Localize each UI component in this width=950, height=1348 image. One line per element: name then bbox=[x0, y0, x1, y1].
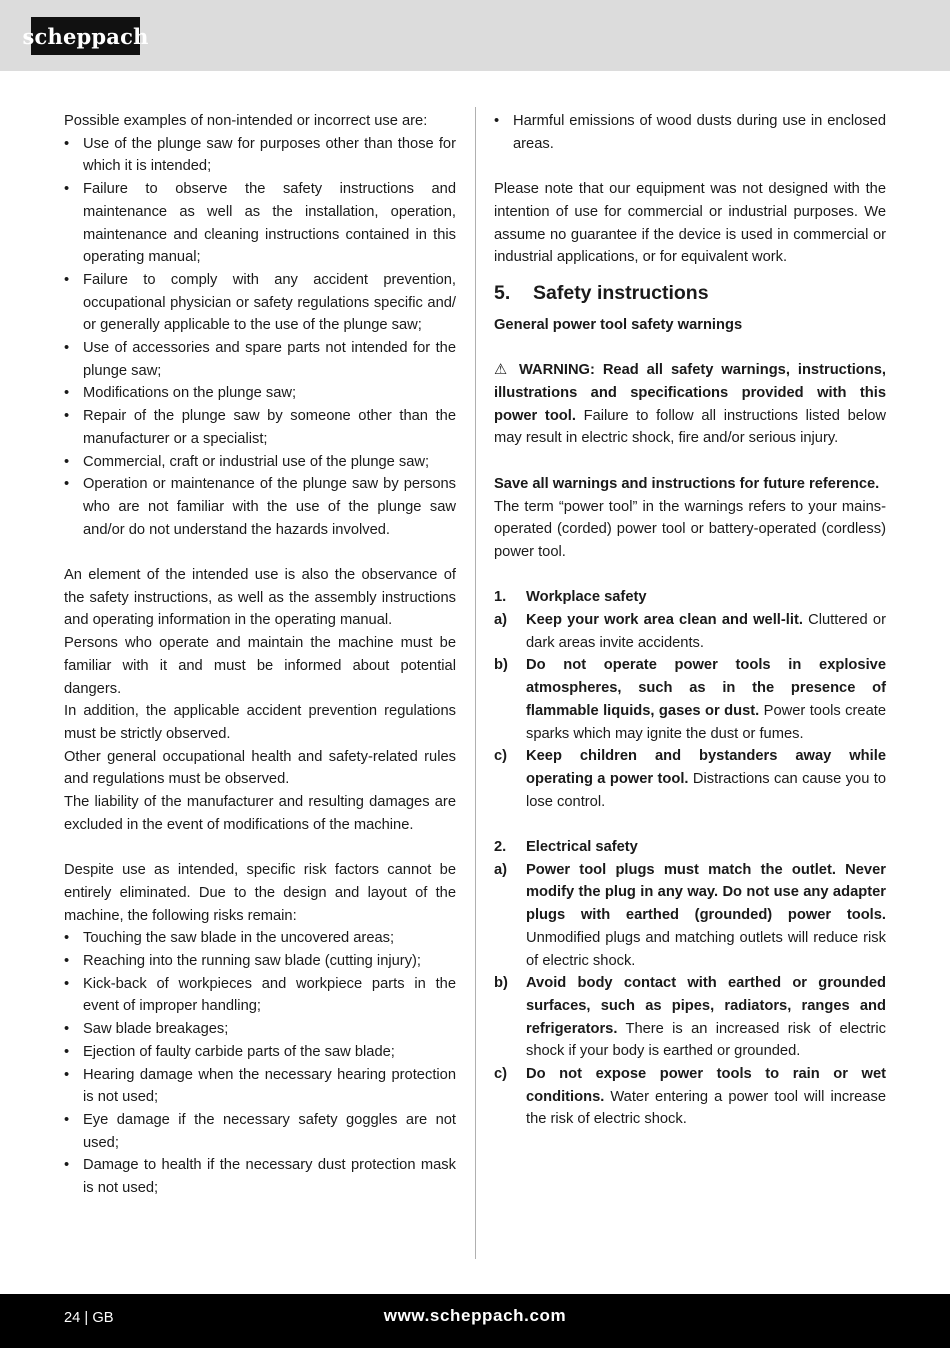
paragraph: Persons who operate and maintain the machine must be familiar with it and must be informed about potential dangers. bbox=[64, 635, 456, 697]
item-text: Power tools create sparks which may ignite the dust or fumes. bbox=[526, 702, 887, 742]
risks-list-continued bbox=[494, 110, 886, 155]
electrical-safety-title bbox=[494, 836, 886, 859]
risks-list bbox=[64, 927, 456, 1199]
misuse-intro: Possible examples of non-intended or incorrect use are: bbox=[64, 113, 428, 129]
paragraph: Other general occupational health and safety-related rules and regulations must be observed. bbox=[64, 748, 456, 788]
list-item: • Use of accessories and spare parts not intended for the plunge saw; bbox=[64, 337, 456, 382]
list-item: • Commercial, craft or industrial use of the plunge saw; bbox=[64, 451, 456, 474]
list-item: • Saw blade breakages; bbox=[64, 1018, 456, 1041]
right-column bbox=[494, 110, 886, 1131]
item-bold: Do not operate power tools in explosive atmospheres, such as in the presence of flammable liquids, gases or dust. bbox=[526, 657, 886, 719]
list-item: • Use of the plunge saw for purposes other than those for which it is intended; bbox=[64, 133, 456, 178]
item-text: Unmodified plugs and matching outlets will reduce risk of electric shock. bbox=[526, 929, 886, 969]
item-bold: Keep children and bystanders away while operating a power tool. bbox=[526, 748, 886, 787]
list-item: • Damage to health if the necessary dust protection mask is not used; bbox=[64, 1154, 456, 1199]
list-item: • Failure to comply with any accident prevention, occupational physician or safety regulations specific and/ or generally applicable to the use of the plunge saw; bbox=[64, 269, 456, 337]
list-item: • Touching the saw blade in the uncovered areas; bbox=[64, 927, 456, 950]
item-letter: a) bbox=[494, 612, 508, 628]
brand-logo: scheppach bbox=[31, 17, 140, 55]
website-url: www.scheppach.com bbox=[383, 1306, 567, 1325]
warning-triangle-icon: ⚠ bbox=[494, 362, 512, 379]
list-item: • Operation or maintenance of the plunge saw by persons who are not familiar with the use of the plunge saw and/or do not understand the hazards involved. bbox=[64, 473, 456, 541]
item-letter: a) bbox=[494, 861, 508, 878]
term-definition: The term “power tool” in the warnings refers to your mains-operated (corded) power tool or battery-operated (cordless) power tool. bbox=[494, 498, 886, 560]
subsection-number: 2. bbox=[494, 839, 507, 856]
section-title: Safety instructions bbox=[533, 281, 709, 304]
header-band bbox=[0, 0, 950, 71]
misuse-list bbox=[64, 133, 456, 542]
list-item bbox=[494, 654, 886, 745]
list-item bbox=[494, 972, 886, 1063]
subsection-title: Workplace safety bbox=[526, 589, 647, 606]
list-item: • Failure to observe the safety instructions and maintenance as well as the installation, operation, maintenance and cleaning instructions contained in this operating manual; bbox=[64, 178, 456, 269]
usage-note: Please note that our equipment was not designed with the intention of use for commercial or industrial purposes. We assume no guarantee if the device is used in commercial or industrial applications, or for equivalent work. bbox=[494, 181, 886, 266]
subsection-title: Electrical safety bbox=[526, 839, 638, 856]
item-bold: Power tool plugs must match the outlet. Never modify the plug in any way. Do not use any adapter plugs with earthed (grounded) power tools. bbox=[526, 861, 886, 924]
list-item: • Hearing damage when the necessary hearing protection is not used; bbox=[64, 1064, 456, 1109]
workplace-safety-title bbox=[494, 586, 886, 609]
item-text: Cluttered or dark areas invite accidents. bbox=[526, 612, 886, 651]
left-column bbox=[64, 110, 456, 1200]
item-letter: c) bbox=[494, 1066, 508, 1083]
list-item bbox=[494, 859, 886, 973]
list-item bbox=[494, 609, 886, 654]
item-text: Distractions can cause you to lose control. bbox=[526, 770, 886, 810]
item-letter: c) bbox=[494, 748, 508, 765]
list-item: • Reaching into the running saw blade (cutting injury); bbox=[64, 950, 456, 973]
warning-paragraph bbox=[494, 359, 886, 450]
subsection-number: 1. bbox=[494, 589, 507, 606]
list-item bbox=[494, 1063, 886, 1131]
item-bold: Keep your work area clean and well-lit. bbox=[526, 612, 803, 628]
paragraph: In addition, the applicable accident prevention regulations must be strictly observed. bbox=[64, 703, 456, 742]
item-letter: b) bbox=[494, 975, 508, 992]
column-divider bbox=[475, 107, 476, 1259]
page-number: 24 | GB bbox=[64, 1310, 114, 1326]
warning-text: Failure to follow all instructions listed below may result in electric shock, fire and/or serious injury. bbox=[494, 407, 886, 447]
list-item: • Harmful emissions of wood dusts during use in enclosed areas. bbox=[494, 110, 886, 155]
section-number: 5. bbox=[494, 281, 511, 304]
save-instructions: Save all warnings and instructions for future reference. bbox=[494, 475, 880, 492]
list-item: • Eye damage if the necessary safety goggles are not used; bbox=[64, 1109, 456, 1154]
list-item: • Kick-back of workpieces and workpiece parts in the event of improper handling; bbox=[64, 973, 456, 1018]
item-bold: Do not expose power tools to rain or wet conditions. bbox=[526, 1066, 886, 1105]
paragraph: The liability of the manufacturer and resulting damages are excluded in the event of modifications of the machine. bbox=[64, 794, 456, 833]
paragraph: An element of the intended use is also the observance of the safety instructions, as well as the assembly instructions and operating information in the operating manual. bbox=[64, 567, 456, 629]
warning-bold: WARNING: Read all safety warnings, instructions, illustrations and specifications provided with this power tool. bbox=[494, 362, 886, 424]
item-text: There is an increased risk of electric shock if your body is earthed or grounded. bbox=[526, 1020, 886, 1060]
list-item: • Repair of the plunge saw by someone other than the manufacturer or a specialist; bbox=[64, 405, 456, 450]
section-heading bbox=[494, 279, 886, 314]
list-item: • Ejection of faulty carbide parts of the saw blade; bbox=[64, 1041, 456, 1064]
item-text: Water entering a power tool will increase the risk of electric shock. bbox=[526, 1088, 886, 1128]
list-item: • Modifications on the plunge saw; bbox=[64, 382, 456, 405]
subheading: General power tool safety warnings bbox=[494, 316, 743, 333]
item-bold: Avoid body contact with earthed or grounded surfaces, such as pipes, radiators, ranges and refrigerators. bbox=[526, 975, 886, 1037]
risks-intro: Despite use as intended, specific risk factors cannot be entirely eliminated. Due to the design and layout of the machine, the following risks remain: bbox=[64, 862, 456, 924]
list-item bbox=[494, 745, 886, 813]
item-letter: b) bbox=[494, 657, 508, 674]
